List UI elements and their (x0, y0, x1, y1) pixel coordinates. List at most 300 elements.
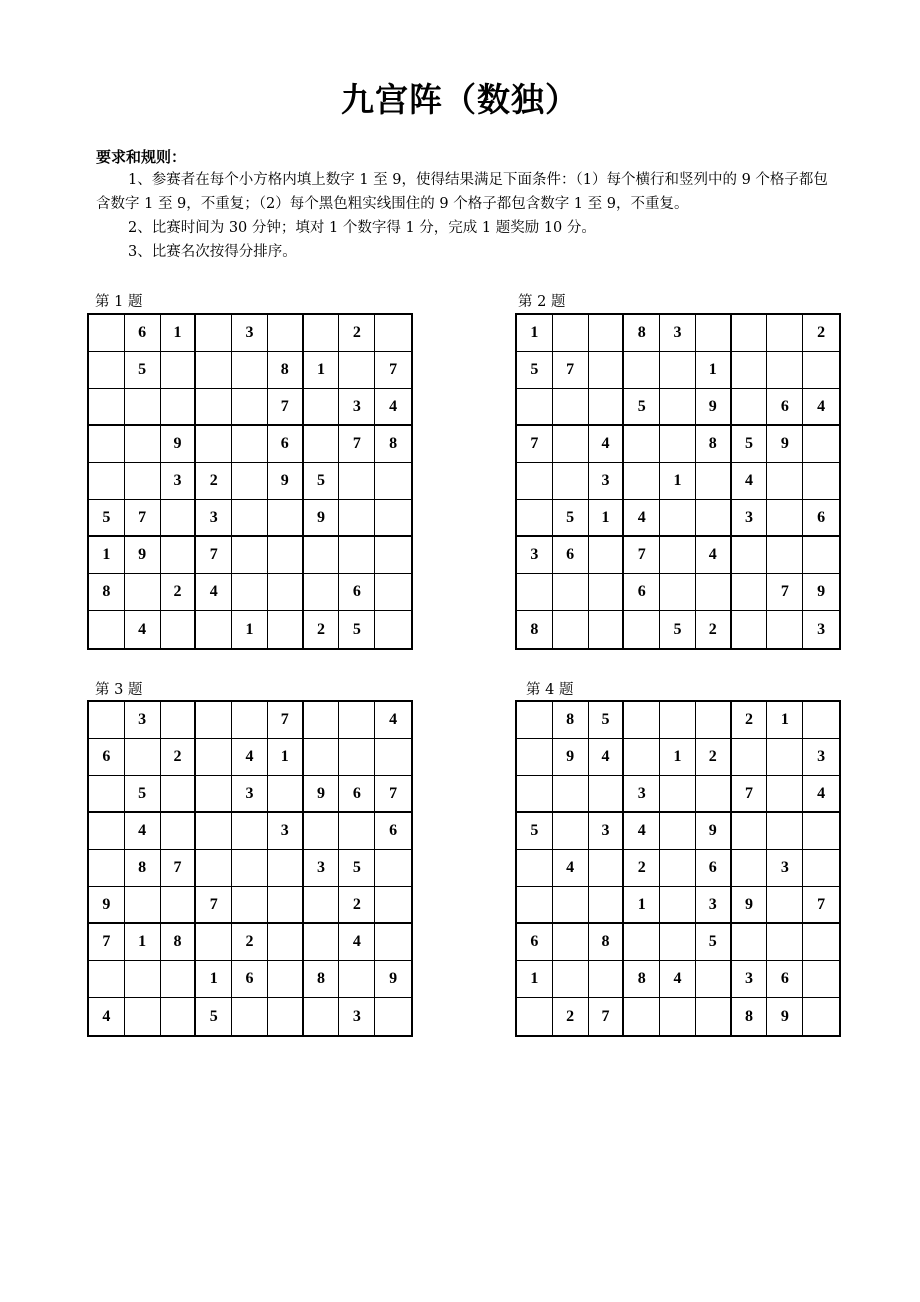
sudoku-cell[interactable] (732, 611, 768, 648)
sudoku-cell[interactable] (803, 702, 839, 739)
sudoku-cell[interactable]: 8 (268, 352, 304, 389)
sudoku-cell[interactable]: 6 (339, 574, 375, 611)
sudoku-cell[interactable]: 2 (624, 850, 660, 887)
sudoku-cell[interactable]: 3 (517, 537, 553, 574)
sudoku-cell[interactable]: 1 (125, 924, 161, 961)
sudoku-cell[interactable]: 6 (125, 315, 161, 352)
sudoku-cell[interactable]: 3 (767, 850, 803, 887)
sudoku-cell[interactable] (232, 426, 268, 463)
sudoku-cell[interactable]: 4 (89, 998, 125, 1035)
sudoku-cell[interactable] (196, 426, 232, 463)
sudoku-cell[interactable] (304, 537, 340, 574)
sudoku-cell[interactable] (268, 998, 304, 1035)
sudoku-cell[interactable] (196, 702, 232, 739)
sudoku-cell[interactable] (767, 537, 803, 574)
sudoku-cell[interactable]: 1 (232, 611, 268, 648)
sudoku-cell[interactable] (517, 463, 553, 500)
sudoku-cell[interactable] (589, 352, 625, 389)
sudoku-cell[interactable]: 6 (89, 739, 125, 776)
sudoku-cell[interactable]: 4 (624, 813, 660, 850)
sudoku-cell[interactable] (89, 776, 125, 813)
sudoku-cell[interactable] (696, 776, 732, 813)
sudoku-cell[interactable]: 4 (375, 389, 411, 426)
sudoku-cell[interactable] (375, 924, 411, 961)
sudoku-cell[interactable] (375, 574, 411, 611)
sudoku-cell[interactable]: 4 (553, 850, 589, 887)
sudoku-cell[interactable] (732, 389, 768, 426)
sudoku-cell[interactable] (196, 352, 232, 389)
sudoku-cell[interactable] (375, 887, 411, 924)
sudoku-cell[interactable]: 5 (624, 389, 660, 426)
sudoku-cell[interactable] (553, 463, 589, 500)
sudoku-cell[interactable] (375, 998, 411, 1035)
sudoku-cell[interactable] (517, 850, 553, 887)
sudoku-cell[interactable] (161, 537, 197, 574)
sudoku-cell[interactable]: 7 (125, 500, 161, 537)
sudoku-cell[interactable]: 8 (589, 924, 625, 961)
sudoku-cell[interactable] (660, 813, 696, 850)
sudoku-cell[interactable] (660, 500, 696, 537)
sudoku-cell[interactable]: 1 (161, 315, 197, 352)
sudoku-cell[interactable]: 7 (89, 924, 125, 961)
sudoku-grid-4[interactable] (515, 700, 841, 1037)
sudoku-cell[interactable] (196, 924, 232, 961)
sudoku-cell[interactable] (268, 887, 304, 924)
sudoku-cell[interactable]: 2 (161, 739, 197, 776)
sudoku-cell[interactable]: 3 (624, 776, 660, 813)
sudoku-cell[interactable]: 6 (232, 961, 268, 998)
sudoku-cell[interactable]: 9 (89, 887, 125, 924)
sudoku-cell[interactable]: 5 (339, 850, 375, 887)
sudoku-cell[interactable]: 2 (304, 611, 340, 648)
sudoku-cell[interactable] (517, 776, 553, 813)
sudoku-cell[interactable] (339, 813, 375, 850)
sudoku-cell[interactable]: 4 (589, 739, 625, 776)
sudoku-cell[interactable] (767, 315, 803, 352)
sudoku-cell[interactable]: 9 (161, 426, 197, 463)
sudoku-cell[interactable] (125, 463, 161, 500)
sudoku-cell[interactable] (553, 389, 589, 426)
sudoku-cell[interactable] (517, 739, 553, 776)
sudoku-cell[interactable]: 6 (624, 574, 660, 611)
sudoku-cell[interactable]: 9 (553, 739, 589, 776)
sudoku-cell[interactable]: 5 (89, 500, 125, 537)
sudoku-cell[interactable]: 3 (732, 500, 768, 537)
sudoku-cell[interactable] (232, 702, 268, 739)
sudoku-cell[interactable]: 9 (375, 961, 411, 998)
sudoku-cell[interactable]: 7 (375, 352, 411, 389)
sudoku-cell[interactable]: 7 (161, 850, 197, 887)
sudoku-cell[interactable]: 2 (339, 315, 375, 352)
sudoku-cell[interactable] (232, 998, 268, 1035)
sudoku-cell[interactable]: 3 (732, 961, 768, 998)
sudoku-cell[interactable]: 1 (517, 961, 553, 998)
sudoku-cell[interactable]: 8 (125, 850, 161, 887)
sudoku-cell[interactable]: 2 (196, 463, 232, 500)
sudoku-cell[interactable]: 3 (589, 813, 625, 850)
sudoku-cell[interactable]: 8 (304, 961, 340, 998)
sudoku-cell[interactable] (660, 574, 696, 611)
sudoku-cell[interactable]: 5 (304, 463, 340, 500)
sudoku-cell[interactable] (553, 426, 589, 463)
sudoku-cell[interactable] (553, 315, 589, 352)
sudoku-cell[interactable] (803, 924, 839, 961)
sudoku-cell[interactable] (304, 315, 340, 352)
sudoku-cell[interactable] (232, 537, 268, 574)
sudoku-cell[interactable] (125, 389, 161, 426)
sudoku-cell[interactable]: 2 (553, 998, 589, 1035)
sudoku-cell[interactable]: 6 (696, 850, 732, 887)
sudoku-cell[interactable]: 2 (232, 924, 268, 961)
sudoku-cell[interactable] (517, 389, 553, 426)
sudoku-cell[interactable] (125, 426, 161, 463)
sudoku-cell[interactable] (89, 352, 125, 389)
sudoku-cell[interactable]: 4 (696, 537, 732, 574)
sudoku-cell[interactable] (732, 739, 768, 776)
sudoku-cell[interactable] (125, 887, 161, 924)
sudoku-cell[interactable] (375, 315, 411, 352)
sudoku-cell[interactable]: 5 (125, 352, 161, 389)
sudoku-cell[interactable]: 8 (375, 426, 411, 463)
sudoku-cell[interactable] (803, 813, 839, 850)
sudoku-cell[interactable] (268, 500, 304, 537)
sudoku-cell[interactable]: 1 (660, 463, 696, 500)
sudoku-cell[interactable]: 5 (517, 813, 553, 850)
sudoku-cell[interactable]: 7 (767, 574, 803, 611)
sudoku-cell[interactable] (196, 315, 232, 352)
sudoku-cell[interactable] (696, 500, 732, 537)
sudoku-cell[interactable] (304, 702, 340, 739)
sudoku-cell[interactable]: 6 (767, 961, 803, 998)
sudoku-cell[interactable]: 7 (624, 537, 660, 574)
sudoku-cell[interactable] (660, 887, 696, 924)
sudoku-cell[interactable] (161, 961, 197, 998)
sudoku-cell[interactable] (803, 998, 839, 1035)
sudoku-cell[interactable] (589, 961, 625, 998)
sudoku-cell[interactable] (161, 998, 197, 1035)
sudoku-cell[interactable]: 8 (732, 998, 768, 1035)
sudoku-cell[interactable] (767, 924, 803, 961)
sudoku-cell[interactable] (589, 887, 625, 924)
sudoku-cell[interactable] (89, 813, 125, 850)
sudoku-cell[interactable]: 6 (375, 813, 411, 850)
sudoku-cell[interactable]: 2 (339, 887, 375, 924)
sudoku-cell[interactable]: 7 (732, 776, 768, 813)
sudoku-cell[interactable] (304, 574, 340, 611)
sudoku-cell[interactable]: 3 (125, 702, 161, 739)
sudoku-cell[interactable] (589, 574, 625, 611)
sudoku-cell[interactable]: 6 (803, 500, 839, 537)
sudoku-cell[interactable]: 7 (553, 352, 589, 389)
sudoku-cell[interactable]: 9 (696, 389, 732, 426)
sudoku-cell[interactable]: 4 (589, 426, 625, 463)
sudoku-cell[interactable] (696, 702, 732, 739)
sudoku-cell[interactable] (696, 463, 732, 500)
sudoku-cell[interactable] (375, 611, 411, 648)
sudoku-cell[interactable]: 2 (803, 315, 839, 352)
sudoku-cell[interactable] (268, 776, 304, 813)
sudoku-cell[interactable]: 9 (125, 537, 161, 574)
sudoku-cell[interactable] (660, 924, 696, 961)
sudoku-cell[interactable]: 1 (196, 961, 232, 998)
sudoku-cell[interactable] (161, 611, 197, 648)
sudoku-cell[interactable]: 9 (696, 813, 732, 850)
sudoku-cell[interactable] (268, 924, 304, 961)
sudoku-cell[interactable] (660, 389, 696, 426)
sudoku-cell[interactable] (553, 924, 589, 961)
sudoku-cell[interactable] (375, 500, 411, 537)
sudoku-grid-1[interactable] (87, 313, 413, 650)
sudoku-cell[interactable] (553, 611, 589, 648)
sudoku-cell[interactable] (89, 389, 125, 426)
sudoku-cell[interactable]: 2 (696, 739, 732, 776)
sudoku-cell[interactable]: 9 (732, 887, 768, 924)
sudoku-cell[interactable] (589, 611, 625, 648)
sudoku-cell[interactable]: 7 (196, 537, 232, 574)
sudoku-cell[interactable]: 6 (268, 426, 304, 463)
sudoku-cell[interactable]: 8 (553, 702, 589, 739)
sudoku-cell[interactable] (268, 611, 304, 648)
sudoku-cell[interactable]: 9 (268, 463, 304, 500)
sudoku-cell[interactable] (375, 537, 411, 574)
sudoku-cell[interactable] (589, 389, 625, 426)
sudoku-cell[interactable] (339, 352, 375, 389)
sudoku-cell[interactable] (696, 998, 732, 1035)
sudoku-cell[interactable] (125, 574, 161, 611)
sudoku-cell[interactable] (732, 537, 768, 574)
sudoku-cell[interactable]: 7 (517, 426, 553, 463)
sudoku-cell[interactable]: 5 (125, 776, 161, 813)
sudoku-cell[interactable]: 4 (375, 702, 411, 739)
sudoku-cell[interactable]: 1 (89, 537, 125, 574)
sudoku-cell[interactable]: 2 (696, 611, 732, 648)
sudoku-cell[interactable] (196, 776, 232, 813)
sudoku-cell[interactable] (161, 500, 197, 537)
sudoku-cell[interactable] (304, 389, 340, 426)
sudoku-cell[interactable]: 1 (589, 500, 625, 537)
sudoku-cell[interactable]: 7 (589, 998, 625, 1035)
sudoku-cell[interactable]: 3 (817, 620, 826, 638)
sudoku-cell[interactable]: 8 (696, 426, 732, 463)
sudoku-cell[interactable]: 8 (624, 315, 660, 352)
sudoku-cell[interactable] (767, 887, 803, 924)
sudoku-cell[interactable]: 4 (803, 389, 839, 426)
sudoku-cell[interactable]: 4 (339, 924, 375, 961)
sudoku-cell[interactable] (268, 961, 304, 998)
sudoku-cell[interactable]: 3 (232, 315, 268, 352)
sudoku-cell[interactable] (660, 850, 696, 887)
sudoku-cell[interactable] (624, 998, 660, 1035)
sudoku-cell[interactable] (232, 389, 268, 426)
sudoku-cell[interactable] (517, 500, 553, 537)
sudoku-cell[interactable] (732, 574, 768, 611)
sudoku-cell[interactable]: 7 (339, 426, 375, 463)
sudoku-cell[interactable] (375, 463, 411, 500)
sudoku-cell[interactable]: 7 (268, 389, 304, 426)
sudoku-cell[interactable] (553, 776, 589, 813)
sudoku-cell[interactable]: 5 (339, 611, 375, 648)
sudoku-cell[interactable] (767, 813, 803, 850)
sudoku-cell[interactable]: 6 (517, 924, 553, 961)
sudoku-cell[interactable] (803, 537, 839, 574)
sudoku-cell[interactable] (803, 463, 839, 500)
sudoku-cell[interactable] (232, 850, 268, 887)
sudoku-cell[interactable]: 1 (304, 352, 340, 389)
sudoku-cell[interactable]: 3 (660, 315, 696, 352)
sudoku-cell[interactable] (161, 776, 197, 813)
sudoku-cell[interactable] (339, 702, 375, 739)
sudoku-cell[interactable] (125, 739, 161, 776)
sudoku-cell[interactable] (125, 961, 161, 998)
sudoku-cell[interactable] (339, 537, 375, 574)
sudoku-cell[interactable]: 1 (517, 315, 553, 352)
sudoku-cell[interactable]: 4 (803, 776, 839, 813)
sudoku-cell[interactable]: 5 (589, 702, 625, 739)
sudoku-cell[interactable] (232, 813, 268, 850)
sudoku-cell[interactable]: 4 (125, 611, 161, 648)
sudoku-cell[interactable] (696, 315, 732, 352)
sudoku-cell[interactable]: 7 (196, 887, 232, 924)
sudoku-cell[interactable]: 5 (517, 352, 553, 389)
sudoku-cell[interactable]: 5 (553, 500, 589, 537)
sudoku-cell[interactable]: 3 (304, 850, 340, 887)
sudoku-cell[interactable] (161, 702, 197, 739)
sudoku-cell[interactable] (304, 813, 340, 850)
sudoku-cell[interactable] (589, 537, 625, 574)
sudoku-cell[interactable]: 1 (268, 739, 304, 776)
sudoku-cell[interactable] (304, 426, 340, 463)
sudoku-cell[interactable]: 4 (732, 463, 768, 500)
sudoku-cell[interactable]: 9 (304, 776, 340, 813)
sudoku-cell[interactable] (304, 924, 340, 961)
sudoku-grid-2[interactable] (515, 313, 841, 650)
sudoku-cell[interactable]: 8 (161, 924, 197, 961)
sudoku-cell[interactable] (304, 998, 340, 1035)
sudoku-cell[interactable] (660, 702, 696, 739)
sudoku-cell[interactable]: 1 (624, 887, 660, 924)
sudoku-cell[interactable]: 5 (696, 924, 732, 961)
sudoku-cell[interactable] (196, 850, 232, 887)
sudoku-cell[interactable] (161, 887, 197, 924)
sudoku-cell[interactable] (232, 887, 268, 924)
sudoku-cell[interactable] (660, 352, 696, 389)
sudoku-cell[interactable] (767, 739, 803, 776)
sudoku-cell[interactable] (517, 887, 553, 924)
sudoku-cell[interactable]: 9 (803, 574, 839, 611)
sudoku-cell[interactable] (89, 426, 125, 463)
sudoku-cell[interactable]: 9 (767, 426, 803, 463)
sudoku-cell[interactable] (517, 702, 553, 739)
sudoku-cell[interactable] (660, 776, 696, 813)
sudoku-cell[interactable] (196, 813, 232, 850)
sudoku-cell[interactable] (196, 389, 232, 426)
sudoku-cell[interactable] (660, 537, 696, 574)
sudoku-cell[interactable] (624, 426, 660, 463)
sudoku-cell[interactable] (624, 702, 660, 739)
sudoku-cell[interactable]: 6 (553, 537, 589, 574)
sudoku-cell[interactable] (89, 702, 125, 739)
sudoku-cell[interactable]: 1 (767, 702, 803, 739)
sudoku-cell[interactable]: 7 (803, 887, 839, 924)
sudoku-cell[interactable] (589, 850, 625, 887)
sudoku-cell[interactable] (161, 389, 197, 426)
sudoku-cell[interactable] (517, 574, 553, 611)
sudoku-cell[interactable] (803, 961, 839, 998)
sudoku-cell[interactable]: 9 (767, 998, 803, 1035)
sudoku-cell[interactable] (624, 352, 660, 389)
sudoku-cell[interactable] (767, 611, 803, 648)
sudoku-cell[interactable]: 5 (732, 426, 768, 463)
sudoku-cell[interactable] (660, 426, 696, 463)
sudoku-cell[interactable] (553, 887, 589, 924)
sudoku-cell[interactable] (375, 739, 411, 776)
sudoku-cell[interactable]: 4 (660, 961, 696, 998)
sudoku-cell[interactable] (304, 739, 340, 776)
sudoku-cell[interactable]: 8 (89, 574, 125, 611)
sudoku-cell[interactable] (125, 998, 161, 1035)
sudoku-cell[interactable] (553, 961, 589, 998)
sudoku-cell[interactable] (232, 463, 268, 500)
sudoku-cell[interactable] (803, 850, 839, 887)
sudoku-cell[interactable] (268, 315, 304, 352)
sudoku-cell[interactable]: 3 (196, 500, 232, 537)
sudoku-cell[interactable] (767, 463, 803, 500)
sudoku-cell[interactable] (89, 850, 125, 887)
sudoku-cell[interactable] (196, 739, 232, 776)
sudoku-cell[interactable] (624, 924, 660, 961)
sudoku-cell[interactable]: 1 (696, 352, 732, 389)
sudoku-cell[interactable]: 3 (339, 389, 375, 426)
sudoku-cell[interactable] (732, 813, 768, 850)
sudoku-cell[interactable] (624, 739, 660, 776)
sudoku-cell[interactable] (803, 352, 839, 389)
sudoku-cell[interactable] (553, 813, 589, 850)
sudoku-cell[interactable] (732, 924, 768, 961)
sudoku-cell[interactable] (268, 850, 304, 887)
sudoku-cell[interactable] (696, 574, 732, 611)
sudoku-cell[interactable] (232, 500, 268, 537)
sudoku-cell[interactable]: 4 (624, 500, 660, 537)
sudoku-cell[interactable] (161, 813, 197, 850)
sudoku-cell[interactable]: 7 (375, 776, 411, 813)
sudoku-cell[interactable] (696, 961, 732, 998)
sudoku-cell[interactable] (767, 776, 803, 813)
sudoku-cell[interactable]: 2 (732, 702, 768, 739)
sudoku-cell[interactable] (732, 352, 768, 389)
sudoku-cell[interactable]: 5 (660, 611, 696, 648)
sudoku-cell[interactable] (732, 850, 768, 887)
sudoku-cell[interactable] (268, 537, 304, 574)
sudoku-cell[interactable] (161, 352, 197, 389)
sudoku-cell[interactable] (589, 776, 625, 813)
sudoku-cell[interactable] (339, 961, 375, 998)
sudoku-cell[interactable]: 7 (268, 702, 304, 739)
sudoku-cell[interactable]: 8 (517, 611, 553, 648)
sudoku-grid-3[interactable] (87, 700, 413, 1037)
sudoku-cell[interactable]: 2 (161, 574, 197, 611)
sudoku-cell[interactable] (89, 463, 125, 500)
sudoku-cell[interactable] (304, 887, 340, 924)
sudoku-cell[interactable] (89, 611, 125, 648)
sudoku-cell[interactable] (589, 315, 625, 352)
sudoku-cell[interactable] (517, 998, 553, 1035)
sudoku-cell[interactable]: 3 (696, 887, 732, 924)
sudoku-cell[interactable]: 6 (767, 389, 803, 426)
sudoku-cell[interactable]: 3 (268, 813, 304, 850)
sudoku-cell[interactable]: 9 (304, 500, 340, 537)
sudoku-cell[interactable]: 4 (125, 813, 161, 850)
sudoku-cell[interactable]: 8 (624, 961, 660, 998)
